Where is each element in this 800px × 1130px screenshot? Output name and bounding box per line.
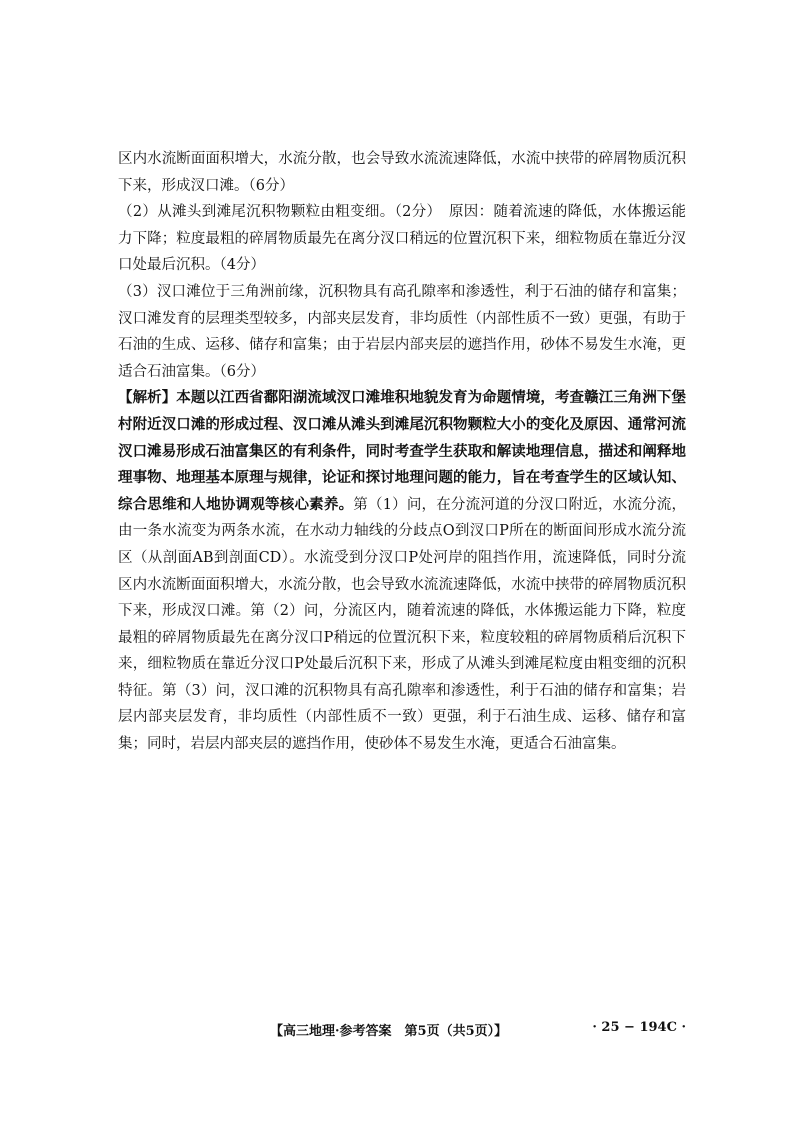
analysis-body: 第（1）问，在分流河道的分汊口附近，水流分流，由一条水流变为两条水流，在水动力轴线的分歧点O到汊口P所在的断面间形成水流分流区（从剖面AB到剖面CD）。水流受到分汊口P处河岸的阻挡作用，流速降低，同时分流区内水流断面面积增大，水流分散，也会导致水流流速降低，水流中挟带的碎屑物质沉积下来，形成汊口滩。第（2）问，分流区内，随着流速的降低，水体搬运能力下降，粒度最粗的碎屑物质最先在离分汊口P稍远的位置沉积下来，粒度较粗的碎屑物质稍后沉积下来，细粒物质在靠近分汊口P处最后沉积下来，形成了从滩头到滩尾粒度由粗变细的沉积特征。第（3）问，汊口滩的沉积物具有高孔隙率和渗透性，利于石油的储存和富集；岩层内部夹层发育，非均质性（内部性质不一致）更强，利于石油生成、运移、储存和富集；同时，岩层内部夹层的遮挡作用，使砂体不易发生水淹，更适合石油富集。 — [118, 496, 687, 753]
footer-page-info: 【高三地理·参考答案 第5页（共5页）】 — [270, 1024, 508, 1039]
answer-part2: （2）从滩头到滩尾沉积物颗粒由粗变细。（2分） 原因：随着流速的降低，水体搬运能力下降；粒度最粗的碎屑物质最先在离分汊口稍远的位置沉积下来，细粒物质在靠近分汊口处最后沉积。（4分） — [118, 204, 686, 274]
page-footer — [0, 1020, 800, 1040]
analysis-intro: 【解析】本题以江西省鄱阳湖流域汊口滩堆积地貌发育为命题情境，考查赣江三角洲下堡村附近汊口滩的形成过程、汊口滩从滩头到滩尾沉积物颗粒大小的变化及原因、通常河流汊口滩易形成石油富集区的有利条件，同时考查学生获取和解读地理信息，描述和阐释地理事物、地理基本原理与规律，论证和探讨地理问题的能力，旨在考查学生的区域认知、综合思维和人地协调观等核心素养。 — [118, 389, 686, 513]
analysis-section — [118, 385, 686, 757]
footer-code: · 25 − 194C · — [592, 1020, 686, 1035]
answer-part3: （3）汊口滩位于三角洲前缘，沉积物具有高孔隙率和渗透性，利于石油的储存和富集；汊口滩发育的层理类型较多，内部夹层发育，非均质性（内部性质不一致）更强，有助于石油的生成、运移、储存和富集；由于岩层内部夹层的遮挡作用，砂体不易发生水淹，更适合石油富集。（6分） — [118, 283, 686, 380]
answer-part1-continued: 区内水流断面面积增大，水流分散，也会导致水流流速降低，水流中挟带的碎屑物质沉积下来，形成汊口滩。（6分） — [118, 151, 686, 194]
answer-content — [118, 146, 686, 758]
